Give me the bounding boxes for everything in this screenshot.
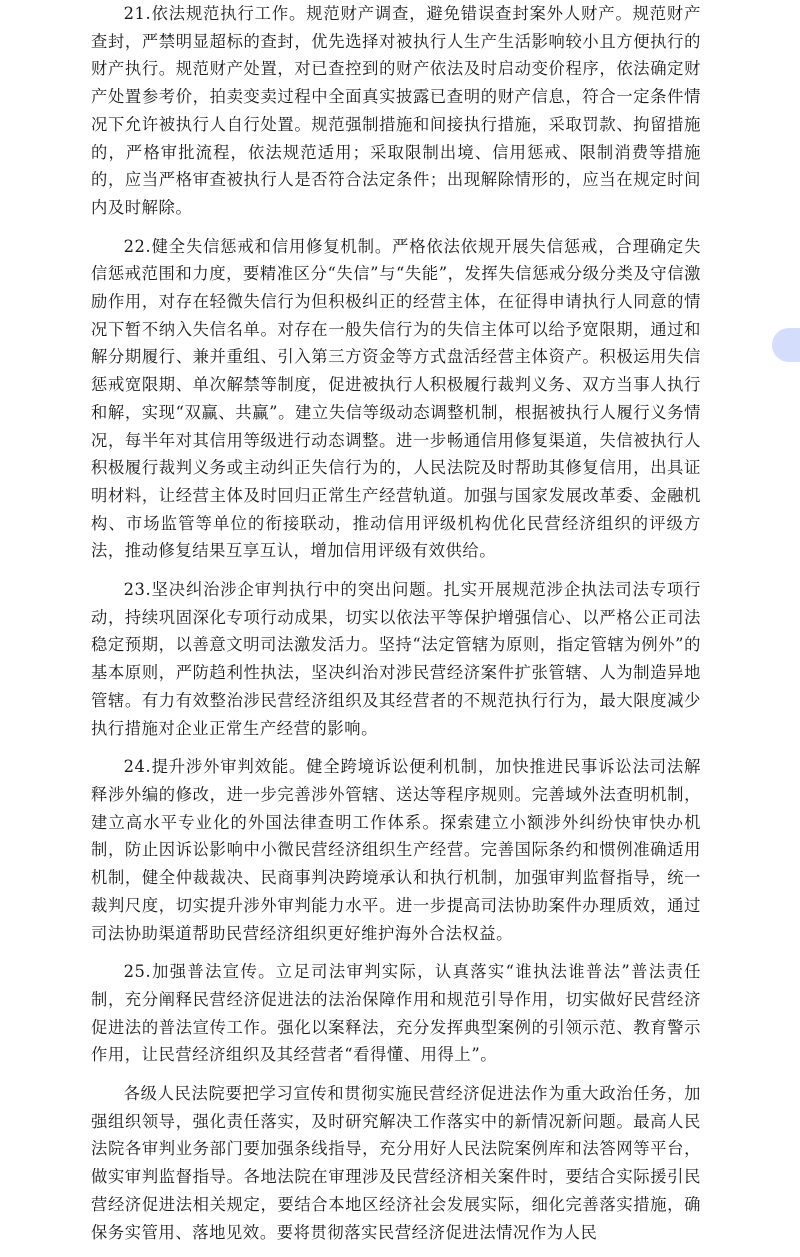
- paragraph-22-credit-repair: 22.健全失信惩戒和信用修复机制。严格依法依规开展失信惩戒，合理确定失信惩戒范围和力度，要精准区分“失信”与“失能”，发挥失信惩戒分级分类及守信激励作用，对存在轻微失信行为但积极纠正的经营主体，在征得申请执行人同意的情况下暂不纳入失信名单。对存在一般失信行为的失信主体可以给予宽限期，通过和解分期履行、兼并重组、引入第三方资金等方式盘活经营主体资产。积极运用失信惩戒宽限期、单次解禁等制度，促进被执行人积极履行裁判义务、双方当事人执行和解，实现“双赢、共赢”。建立失信等级动态调整机制，根据被执行人履行义务情况，每半年对其信用等级进行动态调整。进一步畅通信用修复渠道，失信被执行人积极履行裁判义务或主动纠正失信行为的，人民法院及时帮助其修复信用，出具证明材料，让经营主体及时回归正常生产经营轨道。加强与国家发展改革委、金融机构、市场监管等单位的衔接联动，推动信用评级机构优化民营经济组织的评级方法，推动修复结果互享互认，增加信用评级有效供给。: [91, 236, 701, 561]
- paragraph-closing: 各级人民法院要把学习宣传和贯彻实施民营经济促进法作为重大政治任务，加强组织领导，强化责任落实，及时研究解决工作落实中的新情况新问题。最高人民法院各审判业务部门要加强条线指导，充分用好人民法院案例库和法答网等平台，做实审判监督指导。各地法院在审理涉及民营经济相关案件时，要结合实际援引民营经济促进法相关规定，要结合本地区经济社会发展实际，细化完善落实措施，确保务实管用、落地见效。要将贯彻落实民营经济促进法情况作为人民: [91, 1084, 701, 1242]
- side-floating-tab[interactable]: [772, 328, 800, 362]
- paragraph-25-legal-publicity: 25.加强普法宣传。立足司法审判实际，认真落实“谁执法谁普法”普法责任制，充分阐释民营经济促进法的法治保障作用和规范引导作用，切实做好民营经济促进法的普法宣传工作。强化以案释法，充分发挥典型案例的引领示范、教育警示作用，让民营经济组织及其经营者“看得懂、用得上”。: [91, 962, 701, 1065]
- document-body: [91, 0, 701, 1257]
- paragraph-24-foreign-trials: 24.提升涉外审判效能。健全跨境诉讼便利机制，加快推进民事诉讼法司法解释涉外编的修改，进一步完善涉外管辖、送达等程序规则。完善域外法查明机制，建立高水平专业化的外国法律查明工作体系。探索建立小额涉外纠纷快审快办机制，防止因诉讼影响中小微民营经济组织生产经营。完善国际条约和惯例准确适用机制，健全仲裁裁决、民商事判决跨境承认和执行机制，加强审判监督指导，统一裁判尺度，切实提升涉外审判能力水平。进一步提高司法协助案件办理质效，通过司法协助渠道帮助民营经济组织更好维护海外合法权益。: [91, 757, 701, 943]
- paragraph-21-execution-work: 21.依法规范执行工作。规范财产调查，避免错误查封案外人财产。规范财产查封，严禁明显超标的查封，优先选择对被执行人生产生活影响较小且方便执行的财产执行。规范财产处置，对已查控到的财产依法及时启动变价程序，依法确定财产处置参考价，拍卖变卖过程中全面真实披露已查明的财产信息，符合一定条件情况下允许被执行人自行处置。规范强制措施和间接执行措施，采取罚款、拘留措施的，严格审批流程，依法规范适用；采取限制出境、信用惩戒、限制消费等措施的，应当严格审查被执行人是否符合法定条件；出现解除情形的，应当在规定时间内及时解除。: [91, 4, 701, 217]
- paragraph-23-rectify-issues: 23.坚决纠治涉企审判执行中的突出问题。扎实开展规范涉企执法司法专项行动，持续巩固深化专项行动成果，切实以依法平等保护增强信心、以严格公正司法稳定预期，以善意文明司法激发活力。坚持“法定管辖为原则，指定管辖为例外”的基本原则，严防趋利性执法，坚决纠治对涉民营经济案件扩张管辖、人为制造异地管辖。有力有效整治涉民营经济组织及其经营者的不规范执行行为，最大限度减少执行措施对企业正常生产经营的影响。: [91, 580, 701, 738]
